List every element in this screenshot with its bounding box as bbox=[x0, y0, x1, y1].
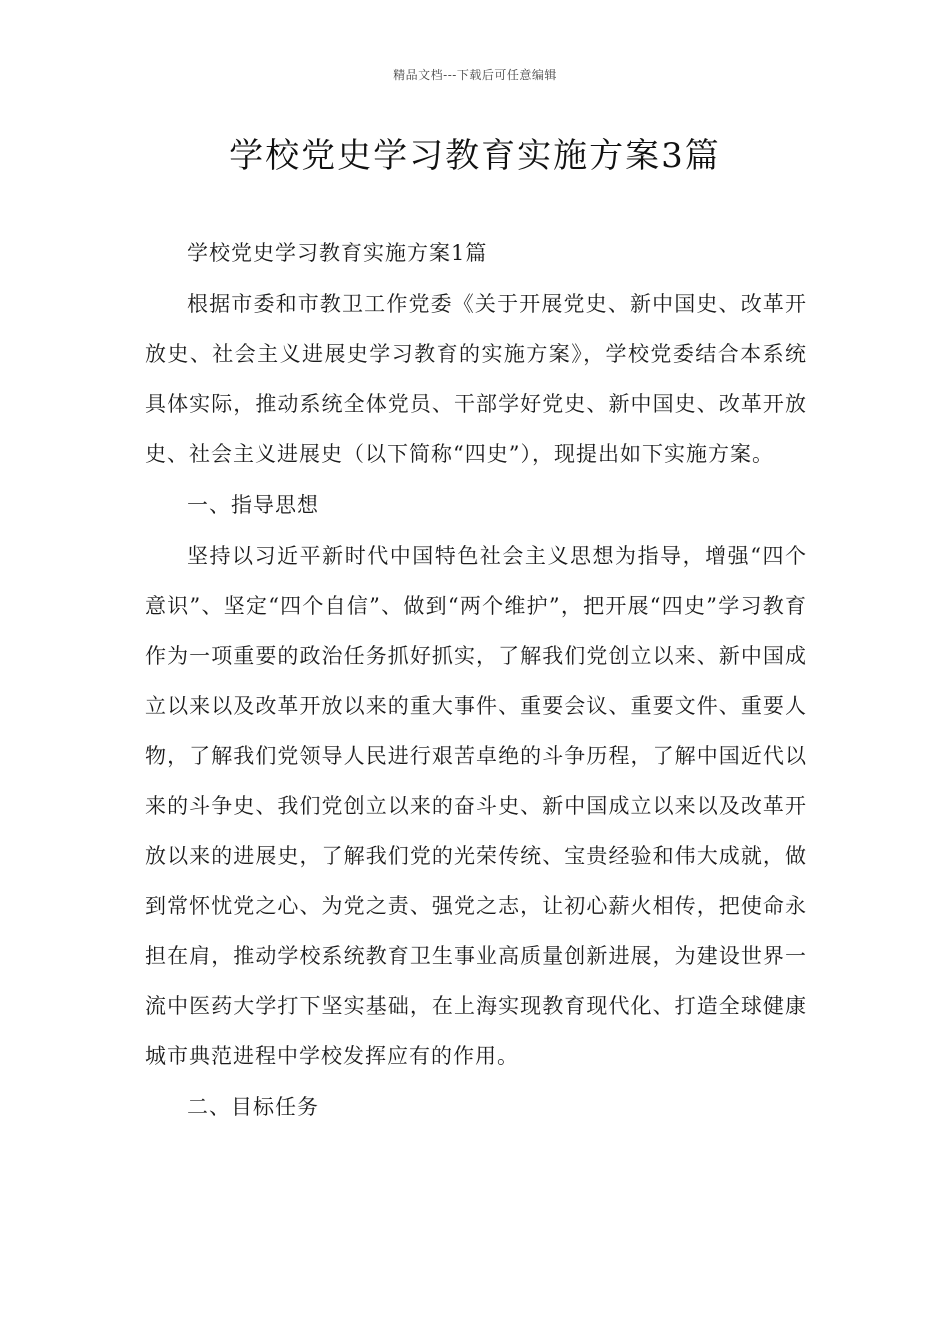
subtitle: 学校党史学习教育实施方案1篇 bbox=[187, 241, 488, 265]
document-body bbox=[145, 228, 807, 1133]
document-title: 学校党史学习教育实施方案3篇 bbox=[229, 136, 721, 176]
intro-paragraph: 根据市委和市教卫工作党委《关于开展党史、新中国史、改革开放史、社会主义进展史学习教育的实施方案》，学校党委结合本系统具体实际，推动系统全体党员、干部学好党史、新中国史、改革开放史、社会主义进展史（以下简称“四史”），现提出如下实施方案。 bbox=[145, 292, 807, 466]
section-heading-guiding-thought: 一、指导思想 bbox=[187, 493, 319, 517]
guiding-thought-paragraph: 坚持以习近平新时代中国特色社会主义思想为指导，增强“四个意识”、坚定“四个自信”、做到“两个维护”，把开展“四史”学习教育作为一项重要的政治任务抓好抓实，了解我们党创立以来、新中国成立以来以及改革开放以来的重大事件、重要会议、重要文件、重要人物，了解我们党领导人民进行艰苦卓绝的斗争历程，了解中国近代以来的斗争史、我们党创立以来的奋斗史、新中国成立以来以及改革开放以来的进展史，了解我们党的光荣传统、宝贵经验和伟大成就，做到常怀忧党之心、为党之责、强党之志，让初心薪火相传，把使命永担在肩，推动学校系统教育卫生事业高质量创新进展，为建设世界一流中医药大学打下坚实基础，在上海实现教育现代化、打造全球健康城市典范进程中学校发挥应有的作用。 bbox=[145, 544, 807, 1068]
header-note: 精品文档---下载后可任意编辑 bbox=[393, 68, 557, 82]
section-heading-goals: 二、目标任务 bbox=[187, 1095, 319, 1119]
